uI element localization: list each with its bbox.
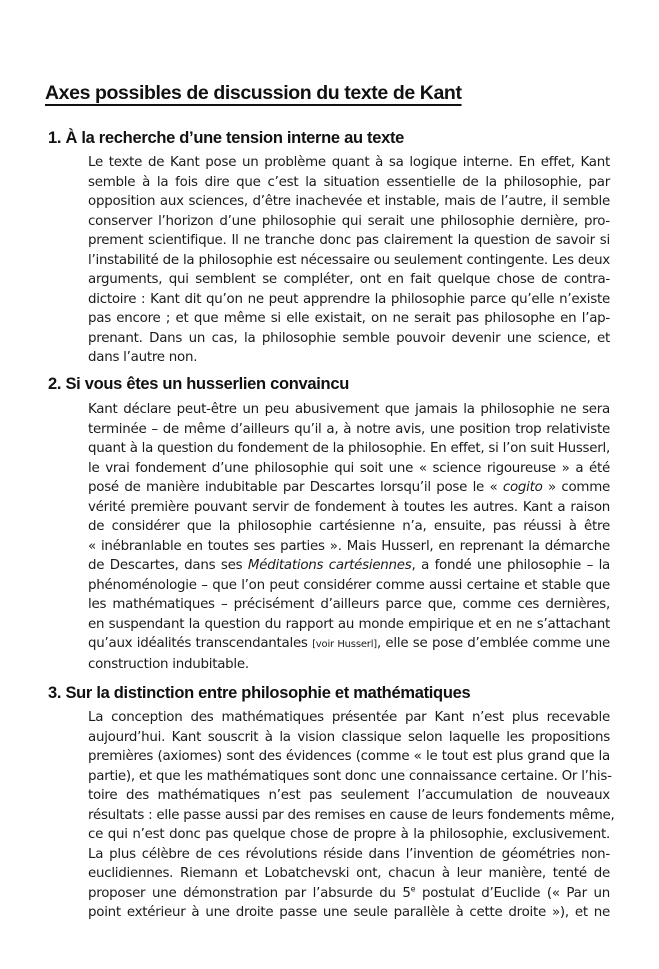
text-line: prement scientifique. Il ne tranche donc pas clairement la question de savoir si xyxy=(88,233,610,248)
text-line: « inébranlable en toutes ses parties ». Mais Husserl, en reprenant la démarche xyxy=(88,538,610,554)
text-line: La plus célèbre de ces révolutions réside dans l’invention de géométries non- xyxy=(88,846,610,862)
text-line: résultats : elle passe aussi par des remises en cause de leurs fondements même, xyxy=(88,807,615,823)
text-line: aujourd’hui. Kant souscrit à la vision classique selon laquelle les propositions xyxy=(88,729,610,745)
superscript: e xyxy=(410,884,416,894)
text-line xyxy=(88,556,610,576)
text-line: ce qui n’est donc pas quelque chose de propre à la philosophie, exclusivement. xyxy=(88,827,610,842)
section-paragraph-1 xyxy=(88,153,610,368)
section-paragraph-2 xyxy=(88,400,610,674)
text-fragment: , elle se pose d’emblée comme une xyxy=(376,636,611,651)
text-line: le vrai fondement d’une philosophie qui soit une « science rigoureuse » a été xyxy=(88,460,610,476)
text-line: partie), et que les mathématiques sont donc une connaissance certaine. Or l’his- xyxy=(88,768,612,784)
text-line: semble à la fois dire que c’est la situation essentielle de la philosophie, par xyxy=(88,174,610,190)
text-line: vérité première pouvant servir de fondement à toutes les autres. Kant a raison xyxy=(88,499,610,515)
text-line: Kant déclare peut-être un peu abusivement que jamais la philosophie ne sera xyxy=(88,402,610,417)
text-line: point extérieur à une droite passe une seule parallèle à cette droite »), et ne xyxy=(88,905,610,920)
cross-reference: [voir Husserl] xyxy=(312,639,377,650)
text-line: opposition aux sciences, d’être inachevée et instable, mais de l’autre, il semble xyxy=(88,194,610,209)
text-fragment: qu’aux idéalités transcendantales xyxy=(88,636,313,651)
text-line: pas encore ; et que même si elle existait, on ne serait pas philosophe en l’ap- xyxy=(88,311,610,326)
text-fragment: » comme xyxy=(542,480,610,495)
section-heading-3: 3. Sur la distinction entre philosophie et mathématiques xyxy=(48,684,471,702)
text-fragment: proposer une démonstration par l’absurde du 5 xyxy=(88,885,411,901)
text-line: construction indubitable. xyxy=(88,656,249,672)
text-line: quant à la question du fondement de la philosophie. En effet, si l’on suit Husserl, xyxy=(88,441,610,456)
text-line: premières (axiomes) sont des évidences (comme « le tout est plus grand que la xyxy=(88,749,610,764)
text-line: les mathématiques – précisément d’ailleurs parce que, comme ces dernières, xyxy=(88,597,610,612)
text-line: l’instabilité de la philosophie est nécessaire ou seulement contingente. Les deux xyxy=(88,252,610,268)
text-line: toire des mathématiques n’est pas seulement l’accumulation de nouveaux xyxy=(88,788,610,803)
text-fragment: postulat d’Euclide (« Par un xyxy=(415,885,610,901)
text-fragment: de Descartes, dans ses xyxy=(88,558,248,573)
text-line: Le texte de Kant pose un problème quant à sa logique interne. En effet, Kant xyxy=(88,155,610,170)
section-paragraph-3 xyxy=(88,708,615,923)
text-line: dictoire : Kant dit qu’on ne peut apprendre la philosophie parce qu’elle n’existe xyxy=(88,291,610,307)
section-heading-1: 1. À la recherche d’une tension interne au texte xyxy=(48,129,405,147)
text-line xyxy=(88,884,610,904)
text-line: phénoménologie – que l’on peut considérer comme aussi certaine et stable que xyxy=(88,577,610,593)
italic-title-meditations: Méditations cartésiennes xyxy=(247,558,412,573)
text-line: prenant. Dans un cas, la philosophie semble pouvoir devenir une science, et xyxy=(88,330,610,346)
page-title: Axes possibles de discussion du texte de Kant xyxy=(45,82,462,104)
text-line: terminée – de même d’ailleurs qu’il a, à notre avis, une position trop relativiste xyxy=(88,421,610,437)
italic-term-cogito: cogito xyxy=(502,480,543,495)
text-fragment: posé de manière indubitable par Descartes lorsqu’il pose le « xyxy=(88,480,503,495)
text-line: conserver l’horizon d’une philosophie qui serait une philosophie dernière, pro- xyxy=(88,213,610,229)
text-line: arguments, qui semblent se compléter, ont en fait quelque chose de contra- xyxy=(88,272,610,287)
text-line: de considérer que la philosophie cartésienne n’a, ensuite, pas réussi à être xyxy=(88,519,610,534)
text-line: euclidiennes. Riemann et Lobatchevski ont, chacun à leur manière, tenté de xyxy=(88,866,610,881)
text-line: en suspendant la question du rapport au monde empirique et en ne s’attachant xyxy=(88,616,610,632)
text-line: dans l’autre non. xyxy=(88,350,198,365)
text-line: La conception des mathématiques présentée par Kant n’est plus recevable xyxy=(88,710,610,725)
text-fragment: , a fondé une philosophie – la xyxy=(411,558,610,573)
section-heading-2: 2. Si vous êtes un husserlien convaincu xyxy=(48,375,349,393)
text-line xyxy=(88,634,610,655)
text-line xyxy=(88,478,610,498)
